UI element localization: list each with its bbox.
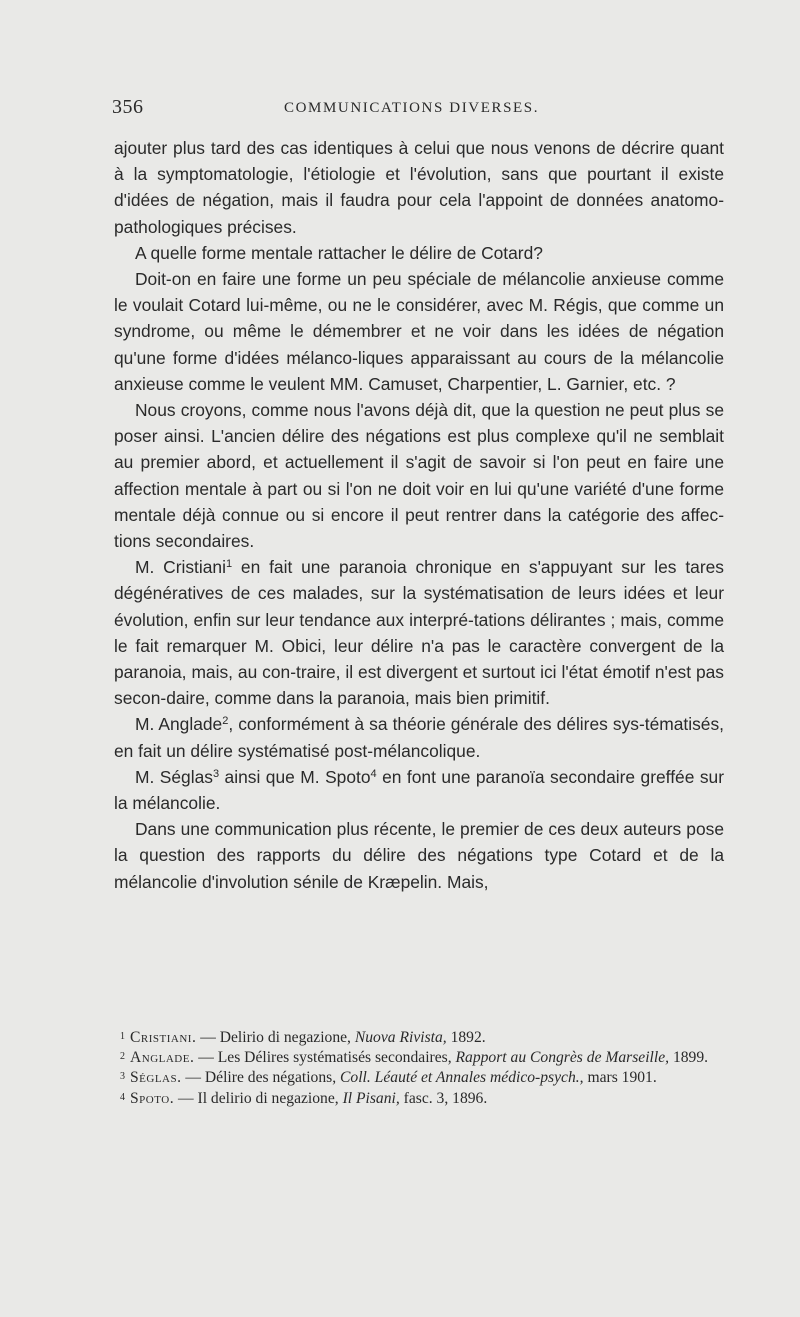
paragraph-7-start: M. Séglas (135, 766, 213, 787)
footnote-ref-3: 3 (212, 767, 220, 780)
footnote-author: Cristiani. (130, 1029, 197, 1046)
footnote-source: Nuova Rivista, (354, 1029, 447, 1046)
footnotes (114, 1027, 724, 1108)
footnote-tail: 1892. (446, 1029, 486, 1046)
footnote-ref-4: 4 (370, 767, 377, 780)
footnote-author: Spoto. (130, 1089, 175, 1107)
footnote-tail: fasc. 3, 1896. (399, 1089, 488, 1107)
paragraph-8: Dans une communication plus récente, le premier de ces deux auteurs pose la question des rapports du délire des négations type Cotard et de la mélancolie d'involution sénile de Kræpelin. Mais, (114, 819, 724, 892)
paragraph-6 (114, 711, 724, 763)
paragraph-6-start: M. Anglade (135, 714, 223, 735)
paragraph-5-start: M. Cristiani (135, 557, 226, 578)
body-text (114, 135, 724, 895)
paragraph-7-mid: ainsi que M. Spoto (219, 766, 371, 787)
footnote-ref-1: 1 (225, 558, 233, 571)
footnote-tail: mars 1901. (583, 1069, 657, 1087)
footnote-number: 4 (120, 1091, 125, 1103)
paragraph-5 (114, 554, 724, 711)
footnote-text: — Delirio di negazione, (196, 1029, 355, 1046)
footnote-source: Il Pisani, (342, 1089, 400, 1107)
paragraph-2: A quelle forme mentale rattacher le délire de Cotard? (135, 242, 543, 263)
paragraph-6-rest: , conformément à sa théorie générale des délires sys-tématisés, en fait un délire systématisé post-mélancolique. (114, 714, 725, 761)
paragraph-7-rest: en font une paranoïa secondaire greffée sur la mélancolie. (114, 766, 725, 814)
footnote-number: 3 (120, 1071, 125, 1083)
paragraph-5-rest: en fait une paranoia chronique en s'appuyant sur les tares dégénératives de ces malades, sur la systématisation de leurs idées et leur évolution, enfin sur leur tendance aux interpré-tations délirantes ; mais, comme le fait remarquer M. Obici, leur délire n'a pas le caractère convergent de la paranoia, mais, au con-traire, il est divergent et surtout ici l'état émotif n'est pas secon-daire, comme dans la paranoia, mais bien primitif. (114, 557, 724, 709)
footnote-source: Rapport au Congrès de Marseille, (455, 1049, 670, 1067)
footnote-number: 1 (120, 1031, 125, 1042)
footnote-1 (114, 1027, 724, 1047)
footnote-tail: 1899. (669, 1049, 709, 1067)
footnote-text: — Les Délires systématisés secondaires, (194, 1049, 456, 1067)
footnote-text: — Délire des négations, (181, 1069, 341, 1087)
running-title: COMMUNICATIONS DIVERSES. (284, 100, 540, 116)
footnote-author: Anglade. (130, 1049, 195, 1067)
page-header (112, 96, 728, 126)
paragraph-7 (114, 764, 724, 816)
footnote-author: Séglas. (130, 1069, 182, 1087)
paragraph-3: Doit-on en faire une forme un peu spéciale de mélancolie anxieuse comme le voulait Cotard lui-même, ou ne le considérer, avec M. Régis, que comme un syndrome, ou même le démembrer et ne voir dans les idées de négation qu'une forme d'idées mélanco-liques apparaissant au cours de la mélancolie anxieuse comme le veulent MM. Camuset, Charpentier, L. Garnier, etc. ? (114, 269, 724, 394)
paragraph-4: Nous croyons, comme nous l'avons déjà dit, que la question ne peut plus se poser ainsi. L'ancien délire des négations est plus complexe qu'il ne semblait au premier abord, et actuellement il s'agit de savoir si l'on peut en faire une affection mentale à part ou si l'on ne doit voir en lui qu'une variété d'une forme mentale déjà connue ou si encore il peut rentrer dans la catégorie des affec-tions secondaires. (114, 400, 724, 552)
footnote-ref-2: 2 (222, 715, 229, 728)
footnote-3 (114, 1067, 724, 1087)
footnote-4 (114, 1088, 724, 1108)
footnote-number: 2 (120, 1051, 125, 1063)
page-number: 356 (112, 96, 144, 118)
footnote-2 (114, 1047, 724, 1067)
paragraph-1: ajouter plus tard des cas identiques à celui que nous venons de décrire quant à la symptomatologie, l'étiologie et l'évolution, sans que pourtant il existe d'idées de négation, mais il faudra pour cela l'appoint de données anatomo-pathologiques précises. (114, 138, 724, 237)
footnote-source: Coll. Léauté et Annales médico-psych., (340, 1069, 584, 1087)
footnote-text: — Il delirio di negazione, (174, 1089, 343, 1107)
